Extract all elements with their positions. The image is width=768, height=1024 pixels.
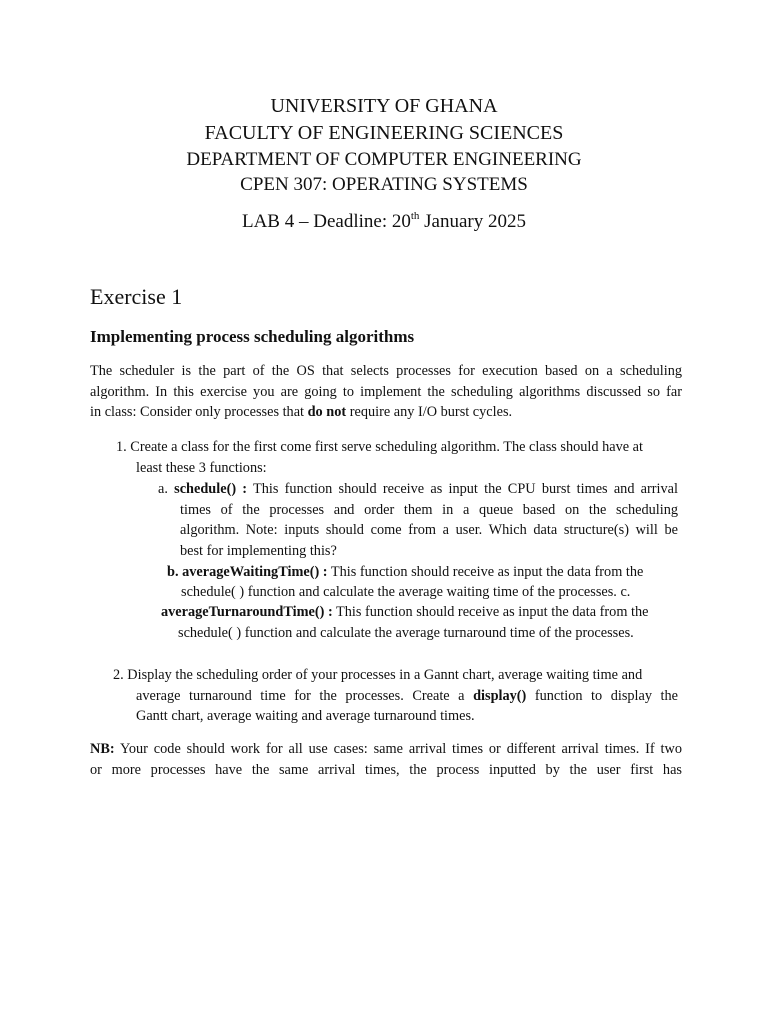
subitem-b-marker: b. (167, 564, 183, 580)
faculty-name: FACULTY OF ENGINEERING SCIENCES (204, 122, 564, 144)
lab-deadline (0, 208, 768, 236)
course-title: CPEN 307: OPERATING SYSTEMS (240, 174, 528, 195)
item2-line: 2. Display the scheduling order of your processes in a Gannt chart, average waiting time and (113, 667, 643, 683)
subitem-b-line: schedule( ) function and calculate the average waiting time of the processes. c. (181, 584, 631, 600)
document-header (0, 93, 768, 197)
intro-text: in class: Consider only processes that (90, 404, 308, 420)
lab-deadline-prefix: LAB 4 – Deadline: 20 (241, 211, 411, 232)
nb-text: Your code should work for all use cases: same arrival times or different arrival times. If two (114, 741, 682, 757)
subitem-a-line: best for implementing this? (180, 543, 337, 559)
intro-emphasis: do not (307, 404, 347, 420)
function-average-turnaround-time: averageTurnaroundTime() : (161, 604, 333, 620)
subitem-c-line (161, 602, 648, 623)
nb-line: or more processes have the same arrival times, the process inputted by the user first has (90, 762, 682, 778)
intro-text: require any I/O burst cycles. (346, 404, 513, 420)
subitem-b-text: This function should receive as input the data from the (327, 564, 644, 580)
item1-line: 1. Create a class for the first come first serve scheduling algorithm. The class should have at (116, 439, 643, 455)
subitem-c-text: This function should receive as input the data from the (332, 604, 649, 620)
subitem-a-line: times of the processes and order them in a queue based on the scheduling (180, 502, 678, 518)
item2-line (136, 686, 678, 707)
exercise-title: Exercise 1 (90, 284, 183, 309)
lab-deadline-suffix: January 2025 (419, 211, 526, 232)
lab-deadline-ordinal: th (410, 210, 420, 222)
intro-line: The scheduler is the part of the OS that selects processes for execution based on a scheduling (90, 363, 682, 379)
subitem-a-text: This function should receive as input the CPU burst times and arrival (247, 481, 678, 497)
function-display: display() (473, 688, 527, 704)
item2-text: average turnaround time for the processes. Create a (136, 688, 474, 704)
nb-line (90, 739, 682, 760)
subitem-a-line (158, 479, 678, 500)
intro-line: algorithm. In this exercise you are going to implement the scheduling algorithms discussed so far (90, 383, 682, 400)
item2-text: function to display the (526, 688, 679, 704)
intro-line (90, 402, 682, 423)
exercise-subtitle: Implementing process scheduling algorithms (90, 327, 415, 346)
function-schedule: schedule() : (174, 481, 248, 497)
subitem-c-line: schedule( ) function and calculate the average turnaround time of the processes. (178, 625, 634, 641)
university-name: UNIVERSITY OF GHANA (270, 95, 498, 117)
subitem-a-marker: a. (158, 481, 175, 497)
subitem-a-line: algorithm. Note: inputs should come from a user. Which data structure(s) will be (180, 522, 678, 538)
function-average-waiting-time: averageWaitingTime() : (182, 564, 328, 580)
nb-label: NB: (90, 741, 115, 757)
item2-line: Gantt chart, average waiting and average turnaround times. (136, 708, 475, 724)
subitem-b-line (167, 562, 643, 583)
intro-paragraph (90, 361, 682, 423)
item1-line: least these 3 functions: (136, 460, 267, 476)
department-name: DEPARTMENT OF COMPUTER ENGINEERING (186, 149, 582, 170)
